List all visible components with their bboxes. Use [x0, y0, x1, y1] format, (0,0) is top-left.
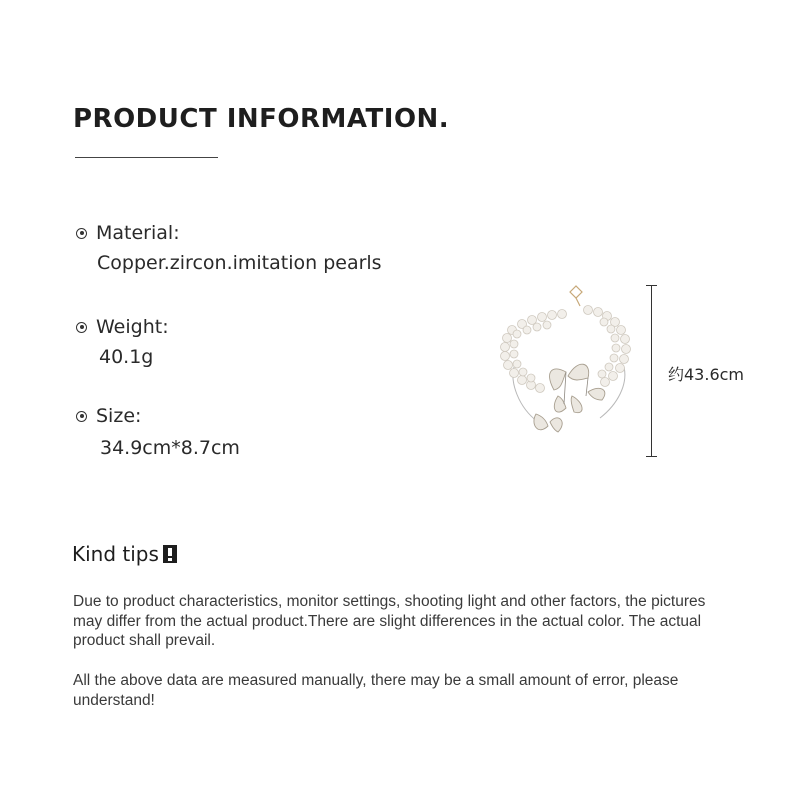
- dimension-cap-top: [646, 285, 657, 286]
- necklace-image: [492, 272, 652, 472]
- tips-paragraph-1: Due to product characteristics, monitor settings, shooting light and other factors, the pictures may differ from the actual product.There are slight differences in the actual color. The actual product shall prevail.: [73, 593, 706, 649]
- kind-tips-heading: [72, 542, 177, 566]
- title-underline: [75, 157, 218, 158]
- dimension-label: 约43.6cm: [668, 365, 745, 384]
- weight-value: 40.1g: [99, 346, 154, 368]
- weight-label: Weight:: [96, 316, 169, 338]
- size-value: 34.9cm*8.7cm: [100, 437, 240, 459]
- spec-size: [76, 403, 240, 459]
- dimension-cap-bottom: [646, 456, 657, 457]
- bullet-icon: [76, 228, 87, 239]
- page-title: PRODUCT INFORMATION.: [73, 104, 450, 134]
- spec-weight: [76, 314, 169, 368]
- kind-tips-label: Kind tips: [72, 542, 159, 566]
- tips-paragraph-2: All the above data are measured manually, there may be a small amount of error, please understand!: [73, 672, 679, 709]
- bullet-icon: [76, 411, 87, 422]
- bullet-icon: [76, 322, 87, 333]
- dimension-line: [651, 285, 652, 457]
- size-label: Size:: [96, 405, 142, 427]
- material-label: Material:: [96, 222, 180, 244]
- spec-material: [76, 220, 382, 274]
- exclamation-icon: [163, 545, 177, 563]
- material-value: Copper.zircon.imitation pearls: [97, 252, 382, 274]
